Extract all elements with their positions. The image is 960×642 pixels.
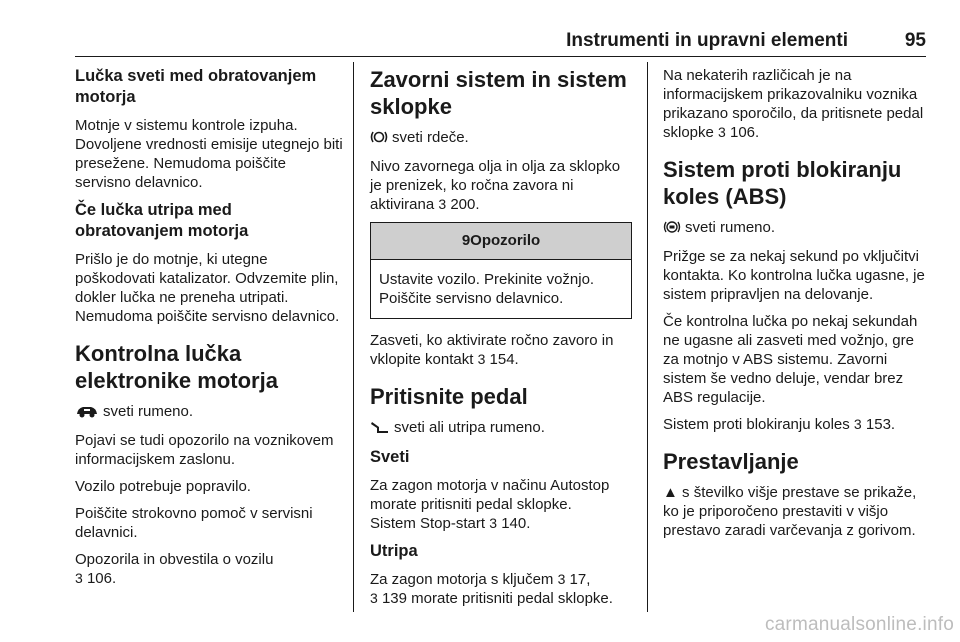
icon-line [75, 402, 343, 423]
column-3 [663, 66, 931, 548]
paragraph: Za zagon motorja s ključem 3 17, 3 139 morate pritisniti pedal sklopke. [370, 571, 613, 607]
paragraph: ▲ s številko višje prestave se prikaže, ko je priporočeno prestaviti v višjo prestavo zaradi varčevanja z gorivom. [663, 484, 917, 539]
reference-arrow-icon: 3 [438, 196, 447, 212]
reference-arrow-icon: 3 [718, 124, 726, 140]
reference-arrow-icon: 3 [370, 590, 378, 606]
page-reference: 154. [489, 351, 519, 368]
warning-title: Opozorilo [470, 232, 541, 249]
header-divider [75, 56, 926, 57]
section-title-brake-system: Zavorni sistem in sistem sklopke [370, 67, 627, 119]
heading-light-flashing: Če lučka utripa med obratovanjem motorja [75, 201, 249, 240]
icon-line-text: sveti rumeno. [103, 403, 194, 420]
paragraph: Sistem proti blokiranju koles 3 153. [663, 416, 896, 433]
paragraph: Na nekaterih različicah je na informacijskem prikazovalniku voznika prikazano sporočilo, da pritisnete pedal sklopke 3 106. [663, 67, 924, 141]
paragraph: Poiščite strokovno pomoč v servisni delavnici. [75, 505, 313, 541]
column-1 [75, 66, 343, 596]
reference-arrow-icon: 3 [477, 351, 486, 367]
paragraph: Zasveti, ko aktivirate ročno zavoro in vklopite kontakt 3 154. [370, 332, 614, 368]
paragraph: Vozilo potrebuje popravilo. [75, 478, 251, 495]
reference-paragraph: Opozorila in obvestila o vozilu 3 106. [75, 551, 274, 587]
page-reference: 139 morate pritisniti pedal sklopke. [381, 590, 613, 607]
warning-box [370, 222, 632, 319]
header-title: Instrumenti in upravni elementi [566, 30, 848, 51]
page-reference: 140. [501, 515, 531, 532]
wrench-car-icon [75, 404, 99, 423]
paragraph: Nivo zavornega olja in olja za sklopko je prenizek, ko ročna zavora ni aktivirana 3 200. [370, 158, 621, 213]
warning-icon: 9 [461, 232, 471, 249]
page-header [75, 30, 926, 54]
page-reference: 106. [86, 570, 117, 587]
page-reference: 200. [450, 196, 480, 213]
warning-text: Ustavite vozilo. Prekinite vožnjo. Poiščite servisno delavnico. [379, 271, 595, 307]
heading-light-on: Lučka sveti med obratovanjem motorja [75, 67, 317, 106]
watermark: carmanualsonline.info [764, 614, 954, 635]
icon-line [370, 418, 632, 439]
reference-arrow-icon: 3 [557, 571, 566, 587]
page-reference: 106. [730, 124, 760, 141]
paragraph: Motnje v sistemu kontrole izpuha. Dovoljene vrednosti emisije utegnejo biti presežene. Nemudoma poiščite servisno delavnico. [75, 117, 343, 191]
abs-icon [663, 220, 681, 239]
icon-line-text: sveti rdeče. [392, 129, 469, 146]
clutch-pedal-icon [370, 420, 390, 439]
page-number: 95 [904, 30, 926, 51]
heading-flashing: Utripa [370, 542, 418, 560]
page-reference: 17, [569, 571, 591, 588]
reference-arrow-icon: 3 [75, 570, 83, 586]
paragraph: Prižge se za nekaj sekund po vključitvi kontakta. Ko kontrolna lučka ugasne, je sistem pripravljen na delovanje. [663, 248, 925, 303]
section-title-engine-electronics: Kontrolna lučka elektronike motorja [75, 341, 278, 393]
icon-line-text: sveti ali utripa rumeno. [394, 419, 545, 436]
page-reference: 153. [865, 416, 896, 433]
heading-lit: Sveti [370, 448, 410, 466]
paragraph: Za zagon motorja v načinu Autostop morate pritisniti pedal sklopke. Sistem Stop-start 3 140. [370, 477, 610, 532]
column-2 [370, 66, 632, 616]
paragraph: Če kontrolna lučka po nekaj sekundah ne ugasne ali zasveti med vožnjo, gre za motnjo v ABS sistemu. Zavorni sistem še vedno deluje, vendar brez ABS regulacije. [663, 313, 918, 406]
icon-line [370, 128, 632, 149]
paragraph: Pojavi se tudi opozorilo na voznikovem informacijskem zaslonu. [75, 432, 334, 468]
section-title-shifting: Prestavljanje [663, 449, 799, 474]
reference-arrow-icon: 3 [853, 416, 862, 432]
section-title-abs: Sistem proti blokiranju koles (ABS) [663, 157, 902, 209]
column-divider-1 [353, 62, 354, 612]
icon-line-text: sveti rumeno. [685, 219, 776, 236]
paragraph: Prišlo je do motnje, ki utegne poškodovati katalizator. Odvzemite plin, dokler lučka ne preneha utripati. Nemudoma poiščite servisno delavnico. [75, 251, 340, 325]
icon-line [663, 218, 931, 239]
brake-warning-icon [370, 130, 388, 149]
warning-body [371, 260, 631, 318]
warning-header [371, 223, 631, 260]
gear-up-icon: ▲ [663, 484, 678, 501]
column-divider-2 [647, 62, 648, 612]
section-title-press-pedal: Pritisnite pedal [370, 384, 528, 409]
reference-arrow-icon: 3 [489, 515, 498, 531]
